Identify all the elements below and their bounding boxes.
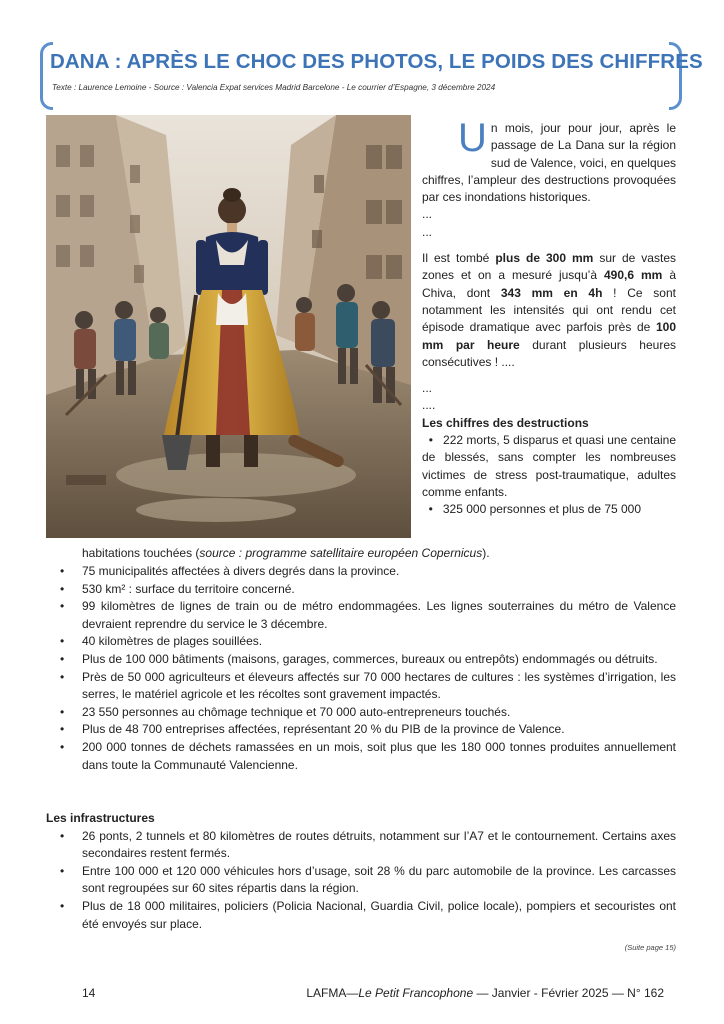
ellipsis: ... [422,381,433,396]
continued-note: (Suite page 15) [624,943,676,952]
rain-paragraph: Il est tombé plus de 300 mm sur de vastes zones et on a mesuré jusqu’à 490,6 mm à Chiva, dont 343 mm en 4h ! Ce sont notamment les intensités qui ont rendu cet épisode dramatique avec parfois près de 100 mm par heure durant plusieurs heures consécutives ! .... [422,251,676,369]
publication-line: LAFMA—Le Petit Francophone — Janvier - Février 2025 — N° 162 [306,986,664,1000]
list-item: • Plus de 18 000 militaires, policiers (Policia Nacional, Guardia Civil, police locale), pompiers et secouristes ont été envoyés sur place. [46,898,676,933]
intro-text: n mois, jour pour jour, après le passage de La Dana sur la région sud de Valence, voici, en quelques chiffres, l’ampleur des destructions provoquées par ces inondations historiques. [422,121,676,205]
intro-paragraph [422,116,676,206]
article-photo [46,115,411,538]
destructions-list [82,545,676,563]
destruction-item-2-start: • 325 000 personnes et plus de 75 000 [422,502,642,517]
list-item: • 200 000 tonnes de déchets ramassées en un mois, soit plus que les 180 000 tonnes produites annuellement dans toute la Communauté Valencienne. [46,739,676,774]
list-item: • 23 550 personnes au chômage technique et 70 000 auto-entrepreneurs touchés. [46,704,676,722]
infrastructures-section [46,810,676,933]
destructions-heading: Les chiffres des destructions [422,415,589,430]
list-item: • 75 municipalités affectées à divers degrés dans la province. [46,563,676,581]
ellipsis: .... [422,398,436,413]
list-item: • 530 km² : surface du territoire concerné. [46,581,676,599]
title-frame [40,42,703,108]
list-item: • Plus de 100 000 bâtiments (maisons, garages, commerces, bureaux ou entrepôts) endommagés ou détruits. [46,651,676,669]
list-item: • Près de 50 000 agriculteurs et éleveurs affectés sur 70 000 hectares de cultures : les systèmes d’irrigation, les serres, le matériel agricole et les récoltes sont gravement impactés. [46,669,676,704]
list-item: • 99 kilomètres de lignes de train ou de métro endommagées. Les lignes souterraines du métro de Valence devraient reprendre du service le 3 décembre. [46,598,676,633]
page-number: 14 [82,986,96,1000]
list-item: • Entre 100 000 et 120 000 véhicules hors d’usage, soit 28 % du parc automobile de la province. Les carcasses sont regroupées sur 60 sites répartis dans la région. [46,863,676,898]
intro-column [422,116,677,519]
drop-cap: U [458,116,487,160]
flood-illustration [46,115,411,538]
list-item: • Plus de 48 700 entreprises affectées, représentant 20 % du PIB de la province de Valence. [46,721,676,739]
ellipsis: ... [422,207,433,222]
destruction-item-2-end: habitations touchées (source : programme satellitaire européen Copernicus). [82,546,490,560]
destructions-bullets [46,563,676,774]
destruction-item-1: • 222 morts, 5 disparus et quasi une centaine de blessés, sans compter les nombreuses victimes de stress post-traumatique, adultes comme enfants. [422,433,677,499]
list-item: • 40 kilomètres de plages souillées. [46,633,676,651]
article-credits: Texte : Laurence Lemoine - Source : Valencia Expat services Madrid Barcelone - Le courrier d’Espagne, 3 décembre 2024 [52,83,496,92]
article-title: DANA : APRÈS LE CHOC DES PHOTOS, LE POIDS DES CHIFFRES [50,50,703,73]
list-item: • 26 ponts, 2 tunnels et 80 kilomètres de routes détruits, notamment sur l’A7 et le contournement. Certains axes secondaires restent fermés. [46,828,676,863]
ellipsis: ... [422,224,433,239]
infrastructures-heading: Les infrastructures [46,811,155,825]
